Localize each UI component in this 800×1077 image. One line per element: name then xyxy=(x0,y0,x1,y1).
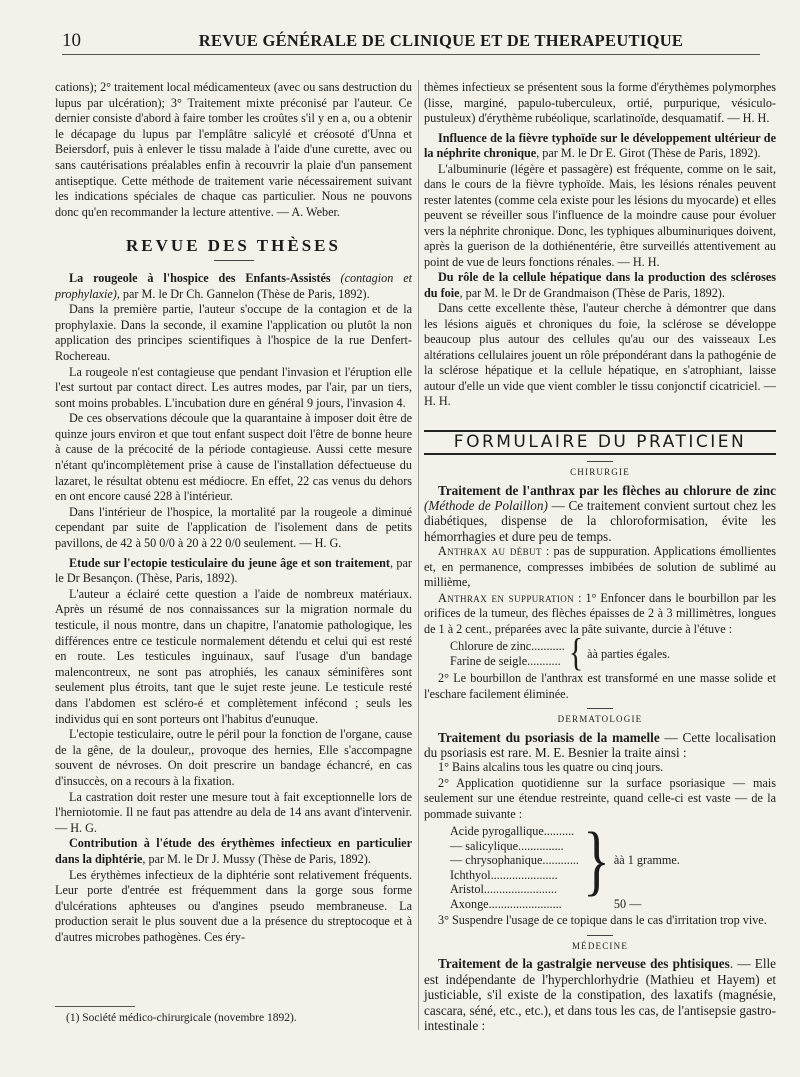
subsection-text: MÉDECINE xyxy=(571,940,629,951)
paragraph: Dans l'intérieur de l'hospice, la mortalité par la rougeole a diminué cependant par suite de l'application de l'isolement dans de petits pavillons, de 42 à 50 0/0 à 20 à 22 0/0 seulement. — H. G. xyxy=(55,504,412,551)
treatment-text: — Ce traitement convient surtout chez les diabétiques, dispense de la chloroformisation, évite les hémorrhagies et dure peu de temps. xyxy=(424,497,777,544)
formula-item: Chlorure de zinc........... xyxy=(450,639,565,654)
paragraph xyxy=(424,591,776,638)
article-title: La rougeole à l'hospice des Enfants-Assistés xyxy=(69,270,331,285)
treatment-text: . — Elle est indépendante de l'hyperchlorhydrie (Mathieu et Hayem) et justiciable, s'il existe de la constipation, des laxatifs (magnésie, cascara, séné, etc., etc.), et dans tous les cas, de l'antisepsie gastro-intestinale : xyxy=(424,956,776,1034)
formula-quantity: àà 1 gramme. xyxy=(613,853,680,868)
article-author: , par M. le Dr de Grandmaison (Thèse de Paris, 1892). xyxy=(459,285,725,300)
paragraph: Les érythèmes infectieux de la diphtérie sont relativement fréquents. Leur porte d'entrée est fréquemment dans la gorge sous forme d'ulcérations aphteuses ou d'angines pseudo membraneuse. La production serait le plus souvent due a la présence du streptocoque et à d'autres microbes pathogènes. Ces éry- xyxy=(55,867,412,944)
brace-glyph: { xyxy=(568,632,584,675)
page-header xyxy=(62,28,760,55)
left-column xyxy=(55,80,412,945)
paragraph: cations); 2° traitement local médicamenteux (avec ou sans destruction du lupus par ulcération); 3° Traitement mixte préconisé par l'auteur. Ce dernier consiste d'abord à faire tomber les croûtes s'il y en a, ou a obtenir le décapage du lupus par l'emplâtre salicylé et créosoté d'Unna et Beiersdorf, puis à enlever le tissu malade à l'aide d'une curette, avec ou sans cautérisations préalables enfin à recouvrir la plaie d'un pansement antiseptique. Cette méthode de traitement varie nécessairement suivant les indications spéciales de chaque cas particulier. Nous ne pouvons donc qu'en recommander la lecture attentive. — A. Weber. xyxy=(55,80,412,219)
treatment-title: Traitement de l'anthrax par les flèches au chlorure de zinc xyxy=(438,482,776,498)
formula-quantity: 50 — xyxy=(613,896,642,911)
section-title: REVUE DES THÈSES xyxy=(126,236,341,256)
subsection-text: CHIRURGIE xyxy=(570,467,630,477)
footnote-divider xyxy=(55,1006,135,1007)
page-number: 10 xyxy=(62,30,81,51)
paragraph: Dans cette excellente thèse, l'auteur cherche à démontrer que dans les lésions aiguës et chroniques du foie, la sclérose se développe beaucoup plus autour des cellules qu'au our des vaisseaux Les altérations cellulaires jouent un rôle prépondérant dans la pathogénie de la sclérose hépatique et la cellule hépatique, en s'atrophiant, laisse autour d'elle un vide que vient combler le tissu conjonctif cicatriciel. — H. H. xyxy=(424,301,776,408)
divider xyxy=(587,708,613,709)
article-heading xyxy=(424,131,776,162)
article-subtitle: (contagion et prophylaxie) xyxy=(55,270,412,301)
formula-item: Farine de seigle........... xyxy=(450,654,561,669)
paragraph: L'albuminurie (légère et passagère) est fréquente, comme on le sait, dans le cours de la fièvre typhoïde. Mais, les lésions rénales peuvent rester latentes (comme cela existe pour les lésions du myocarde) et elles peuvent se réveiller sous l'influence de la moindre cause pour évoluer vers la néphrite chronique. Donc, les typhiques albuminuriques doivent, après la guerison de la dothiénentérie, être surveillés attentivement au point de vue de leurs fonctions rénales. — H. H. xyxy=(424,161,776,269)
paragraph xyxy=(424,544,776,591)
article-author: , par M. le Dr Ch. Gannelon (Thèse de Paris, 1892). xyxy=(116,286,370,301)
column-divider xyxy=(418,80,419,1030)
paragraph: Dans la première partie, l'auteur s'occupe de la contagion et de la prophylaxie. Dans la seconde, il examine l'application ou plutôt la non application des principes scientifiques à l'hospice de la rue Denfert-Rochereau. xyxy=(55,302,412,363)
subsection-label xyxy=(424,708,776,728)
paragraph: 2° Application quotidienne sur la surface psoriasique — mais seulement sur une étendue restreinte, quand celle-ci est vaste — de la pommade suivante : xyxy=(424,775,776,821)
paragraph: L'ectopie testiculaire, outre le péril pour la fonction de l'organe, cause de la gêne, de la douleur,, provoque des hernies, Elle s'accompagne souvent de névroses. On doit prescrire un bandage échancré, en cas d'insuccès, on a recours à la fixation. xyxy=(55,727,412,788)
label: Anthrax au début xyxy=(438,544,542,559)
divider xyxy=(587,935,613,936)
article-heading xyxy=(55,271,412,302)
article-author: , par M. le Dr E. Girot (Thèse de Paris, 1892). xyxy=(536,146,761,160)
subsection-label xyxy=(424,461,776,481)
paragraph: 1° Bains alcalins tous les quatre ou cinq jours. xyxy=(438,760,664,775)
treatment-title: Traitement du psoriasis de la mamelle xyxy=(438,729,660,745)
paragraph: thèmes infectieux se présentent sous la forme d'érythèmes polymorphes (lisse, marginé, papulo-tuberculeux, ortié, purpurique, vésiculo-pustuleux) d'érythème rubéolique, scarlatinoïde, desquamatif. — H. H. xyxy=(424,80,776,125)
divider xyxy=(587,461,613,462)
footnote: (1) Société médico-chirurgicale (novembre 1892). xyxy=(66,1012,297,1024)
formula-quantity: àà parties égales. xyxy=(587,646,671,661)
right-column xyxy=(424,80,776,1033)
treatment-subtitle: (Méthode de Polaillon) xyxy=(424,497,548,513)
paragraph-text: : 1° Enfoncer dans le bourbillon par les orifices de la tumeur, des flèches épaisses de 2 à 3 millimètres, longues de 1 à 2 cent., préparées avec la pâte suivante, durcie à l'étuve : xyxy=(424,590,776,636)
article-heading xyxy=(55,556,412,587)
divider xyxy=(214,260,254,261)
label: Anthrax en suppuration xyxy=(438,590,575,605)
article-author: , par M. le Dr J. Mussy (Thèse de Paris, 1892). xyxy=(142,851,371,866)
subsection-text: DERMATOLOGIE xyxy=(557,714,643,725)
article-author: , par le Dr Besançon. (Thèse, Paris, 1892). xyxy=(55,555,412,586)
formula-item: Axonge........................ xyxy=(450,896,562,911)
formula-item: — salicylique............... xyxy=(450,838,564,853)
paragraph: De ces observations découle que la quarantaine à imposer doit être de quinze jours environ et que tout enfant suspect doit l'être de bonne heure à cause de la précocité de la période contagieuse. Aussi cette mesure n'étant qu'incomplètement prise à cause de l'installation défectueuse du lazaret, le résultat obtenu est médiocre. En effet, 22 cas venus du dehors en ont encore causé 228 à l'intérieur. xyxy=(55,411,412,504)
formula-zinc xyxy=(448,632,776,675)
paragraph: La castration doit rester une mesure tout à fait exceptionnelle lors de l'herniotomie. Il ne faut pas attendre au dela de 14 ans avant d'intervenir. — H. G. xyxy=(55,789,412,835)
article-title: Etude sur l'ectopie testiculaire du jeune âge et son traitement xyxy=(69,555,390,570)
paragraph: La rougeole n'est contagieuse que pendant l'invasion et l'éruption elle l'est surtout par contact direct. Les autres modes, par l'air, par un tiers, sont moins probables. L'incubation dure en général 9 jours, l'invasion 4. xyxy=(55,364,412,410)
subsection-label xyxy=(424,935,776,955)
running-title: REVUE GÉNÉRALE DE CLINIQUE ET DE THERAPEUTIQUE xyxy=(198,31,684,50)
paragraph: 3° Suspendre l'usage de ce topique dans le cas d'irritation trop vive. xyxy=(438,913,767,928)
formula-pommade xyxy=(448,817,776,911)
formula-item: — chrysophanique............ xyxy=(450,853,579,868)
article-heading xyxy=(424,270,776,301)
paragraph: 2° Le bourbillon de l'anthrax est transformé en une masse solide et l'eschare facilement éliminée. xyxy=(424,671,776,701)
formula-item: Ichthyol...................... xyxy=(450,867,558,882)
article-title: Influence de la fièvre typhoïde sur le développement ultérieur de la néphrite chronique xyxy=(424,130,776,160)
formula-item: Acide pyrogallique.......... xyxy=(450,824,575,839)
treatment-text: — Cette localisation du psoriasis est rare. M. E. Besnier la traite ainsi : xyxy=(424,729,776,761)
article-title: Contribution à l'étude des érythèmes infectieux en particulier dans la diphtérie xyxy=(55,836,412,866)
paragraph-text: : pas de suppuration. Applications émollientes et, en permanence, compresses imbibées de solution de sublimé au millième, xyxy=(424,544,776,590)
treatment-title: Traitement de la gastralgie nerveuse des phtisiques xyxy=(438,956,730,972)
treatment-heading xyxy=(424,483,776,545)
treatment-heading xyxy=(424,730,776,761)
formulaire-title: FORMULAIRE DU PRATICIEN xyxy=(424,430,776,456)
article-heading xyxy=(55,836,412,867)
brace-glyph: } xyxy=(582,817,610,905)
paragraph: L'auteur a éclairé cette question a l'aide de nombreux matériaux. Après un résumé de nos connaissances sur la migration normale du testicule, il nous montre, dans un chapitre, l'anatomie pathologique, les différences entre ce testicule normalement détendu et celui qui est resté en route. Les testicules inguinaux, sauf l'usage d'un bandage malencontreux, ne sont pas atrophiés, les canaux séminifères sont seulement plus étroits, tant que le sujet reste jeune. Le testicule resté dans l'abdomen est scléro-é et complètement infécond ; seuls les individus qui en sont porteurs ont l'habitus d'eunuque. xyxy=(55,586,412,726)
treatment-heading xyxy=(424,956,776,1033)
article-title: Du rôle de la cellule hépatique dans la production des scléroses du foie xyxy=(424,270,776,300)
formula-item: Aristol........................ xyxy=(450,882,557,897)
